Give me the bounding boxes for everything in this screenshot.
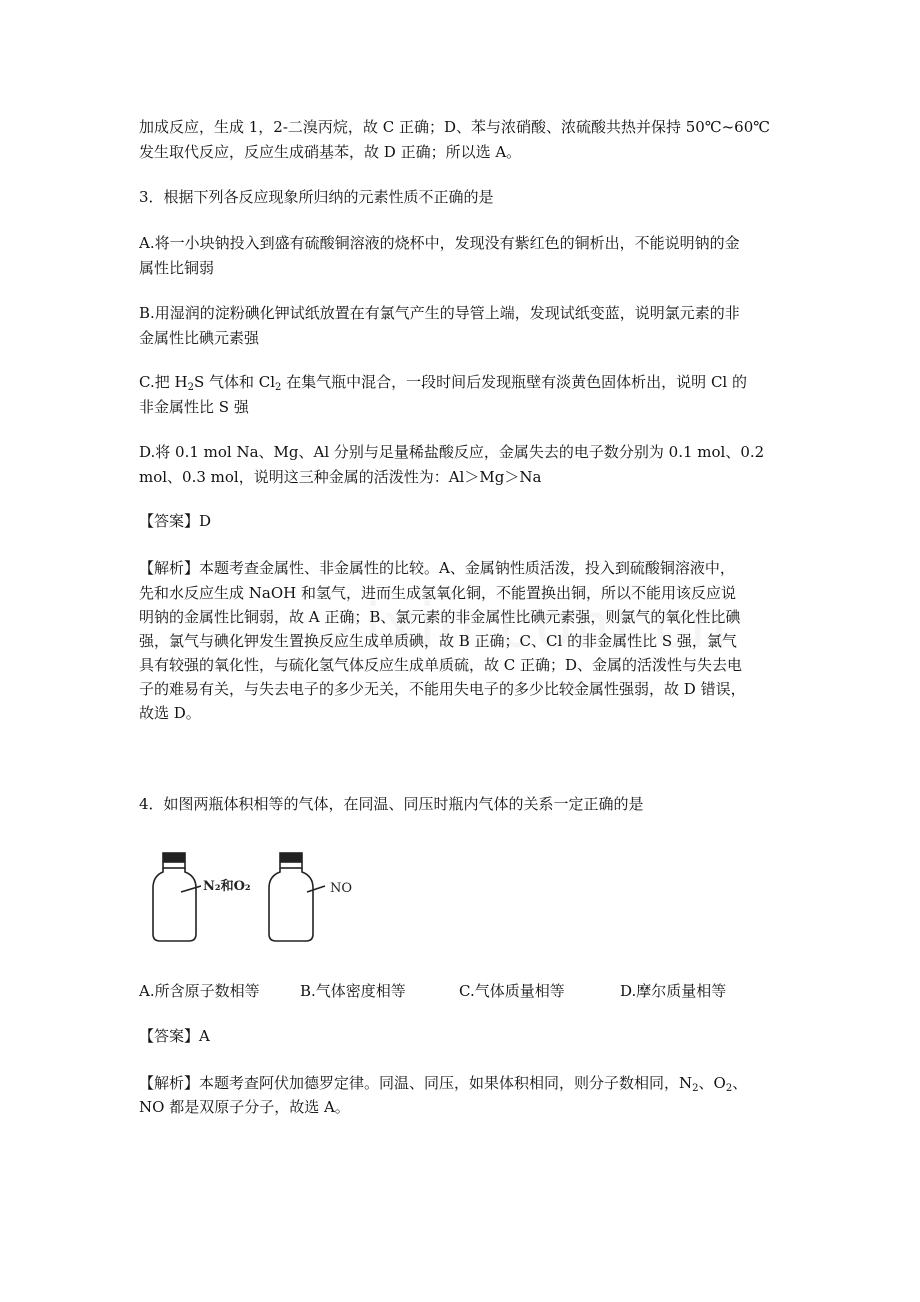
text-segment: 在集气瓶中混合，一段时间后发现瓶壁有淡黄色固体析出，说明 Cl 的 [281,373,747,391]
q3-option-b-line2: 金属性比碘元素强 [139,329,260,347]
q3-explanation-line: 具有较强的氧化性，与硫化氢气体反应生成单质硫，故 C 正确；D、金属的活泼性与失去电 [139,656,743,674]
subscript: 2 [725,1083,733,1094]
paragraph-line: 发生取代反应，反应生成硝基苯，故 D 正确；所以选 A。 [139,143,522,161]
q3-explanation-line: 故选 D。 [139,704,201,722]
text-segment: 【解析】本题考查阿伏加德罗定律。同温、同压，如果体积相同，则分子数相同，N [139,1074,693,1092]
q4-option-a: A.所含原子数相等 [139,982,260,1000]
q4-explanation-line2: NO 都是双原子分子，故选 A。 [139,1098,350,1116]
q4-option-c: C.气体质量相等 [459,982,565,1000]
text-segment: C.把 H [139,373,188,391]
text-segment: 、O [698,1074,726,1092]
bottle-right [269,853,325,941]
q3-explanation-line: 子的难易有关，与失去电子的多少无关，不能用失电子的多少比较金属性强弱，故 D 错误， [139,680,746,698]
q3-explanation-line: 【解析】本题考查金属性、非金属性的比较。A、金属钠性质活泼，投入到硫酸铜溶液中， [139,559,735,577]
question-3-stem: 3．根据下列各反应现象所归纳的元素性质不正确的是 [139,188,494,206]
q3-option-d-line1: D.将 0.1 mol Na、Mg、Al 分别与足量稀盐酸反应，金属失去的电子数分别为 0.1 mol、0.2 [139,443,765,461]
bottle-left [153,853,201,941]
q3-option-d-line2: mol、0.3 mol，说明这三种金属的活泼性为：Al＞Mg＞Na [139,468,542,486]
paragraph-line: 加成反应，生成 1，2-二溴丙烷，故 C 正确；D、苯与浓硝酸、浓硫酸共热并保持 50℃~60℃ [139,118,771,136]
text-segment: S 气体和 Cl [193,373,276,391]
bottle-left-label: N₂和O₂ [203,879,251,894]
q3-option-a-line2: 属性比铜弱 [139,259,215,277]
q3-option-a-line1: A.将一小块钠投入到盛有硫酸铜溶液的烧杯中，发现没有紫红色的铜析出，不能说明钠的金 [139,234,740,252]
q4-option-b: B.气体密度相等 [300,982,406,1000]
q3-explanation-line: 先和水反应生成 NaOH 和氢气，进而生成氢氧化铜，不能置换出铜，所以不能用该反应说 [139,584,736,602]
text-segment: 、 [732,1074,748,1092]
subscript: 2 [187,382,194,393]
q3-answer: 【答案】D [139,512,212,530]
q3-explanation-line: 强，氯气与碘化钾发生置换反应生成单质碘，故 B 正确；C、Cl 的非金属性比 S 强，氯气 [139,632,737,650]
q4-option-d: D.摩尔质量相等 [620,982,727,1000]
q3-explanation-line: 明钠的金属性比铜弱，故 A 正确；B、氯元素的非金属性比碘元素强，则氯气的氧化性比碘 [139,608,741,626]
q4-answer: 【答案】A [139,1027,210,1045]
subscript: 2 [692,1083,699,1094]
subscript: 2 [275,382,282,393]
bottle-right-label: NO [330,881,353,896]
question-4-stem: 4．如图两瓶体积相等的气体，在同温、同压时瓶内气体的关系一定正确的是 [139,795,644,813]
two-bottles-figure [145,850,375,946]
q4-explanation-line1 [139,1071,747,1095]
q3-option-c-line1 [139,370,747,394]
q3-option-c-line2: 非金属性比 S 强 [139,398,249,416]
q3-option-b-line1: B.用湿润的淀粉碘化钾试纸放置在有氯气产生的导管上端，发现试纸变蓝，说明氯元素的非 [139,304,740,322]
